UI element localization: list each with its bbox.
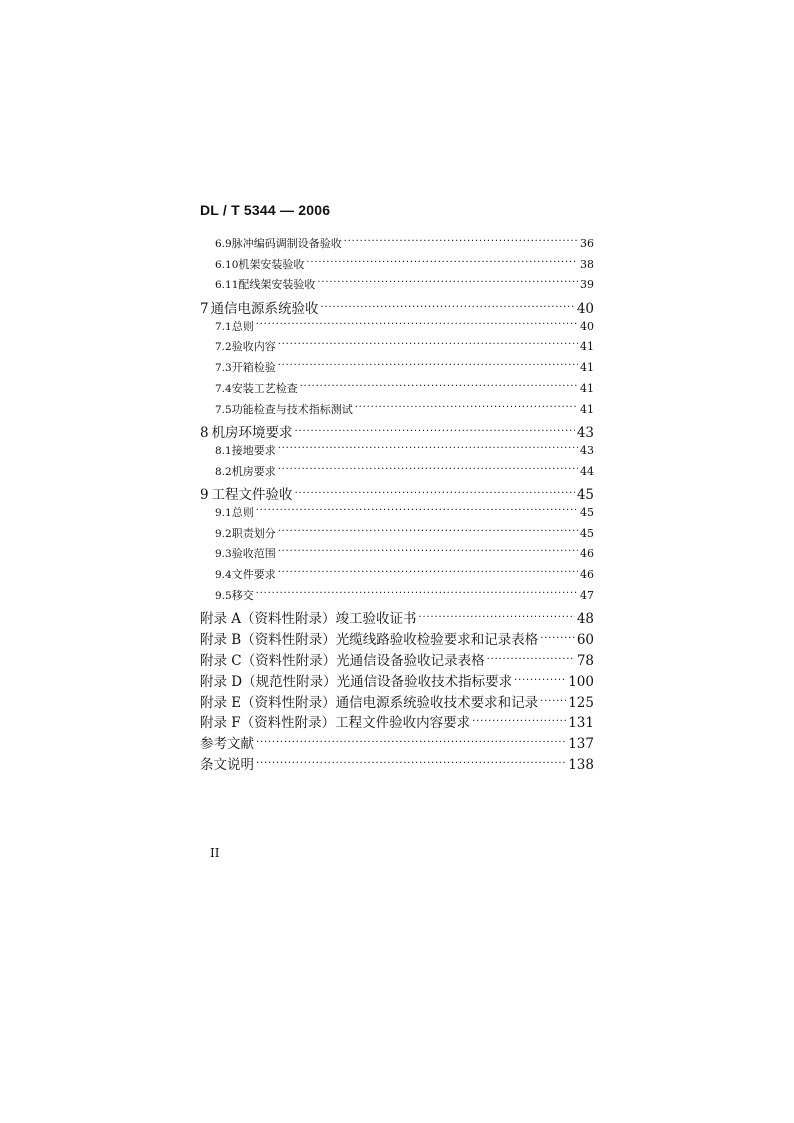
toc-entry-page: 41 [580, 381, 594, 395]
toc-entry-page: 45 [580, 505, 594, 519]
appendix-label: 附录 A（资料性附录） [200, 611, 336, 628]
toc-dot-leader [487, 654, 575, 665]
toc-entry-page: 38 [580, 257, 594, 271]
toc-entry-number: 6.9 [215, 238, 232, 250]
toc-dot-leader [317, 277, 578, 288]
appendix-title: 光通信设备验收技术指标要求 [336, 673, 513, 690]
toc-entry-title: 工程文件验收 [211, 487, 293, 504]
toc-entry-7-3[interactable] [200, 359, 594, 380]
toc-entry-number: 7.4 [215, 382, 232, 395]
toc-entry-7-2[interactable] [200, 338, 594, 359]
toc-dot-leader [278, 546, 578, 557]
toc-entry-9-4[interactable] [200, 566, 594, 587]
toc-dot-leader [256, 758, 566, 769]
toc-dot-leader [355, 402, 578, 413]
toc-entry-page: 36 [580, 237, 594, 250]
toc-entry-title: 通信电源系统验收 [210, 301, 319, 318]
toc-entry-9-3[interactable] [200, 545, 594, 566]
toc-entry-title: 安装工艺检查 [231, 381, 298, 395]
toc-entry-number: 9.2 [215, 527, 232, 540]
toc-entry-title: 脉冲编码调制设备验收 [231, 237, 342, 250]
appendix-page: 48 [576, 611, 594, 628]
toc-dot-leader [256, 588, 578, 599]
toc-entry-title: 总则 [231, 319, 254, 333]
toc-dot-leader [295, 426, 575, 437]
toc-entry-title: 文件要求 [231, 568, 276, 581]
toc-entry-page: 43 [576, 425, 594, 442]
toc-dot-leader [278, 339, 578, 350]
toc-appendix-b[interactable] [200, 628, 594, 649]
toc-entry-title: 总则 [231, 505, 254, 519]
toc-entry-7-1[interactable] [200, 318, 594, 339]
toc-dot-leader [278, 464, 578, 475]
toc-dot-leader [344, 236, 578, 247]
appendix-title: 光缆线路验收检验要求和记录表格 [335, 632, 539, 649]
toc-entry-7-4[interactable] [200, 380, 594, 401]
references-page: 137 [568, 736, 594, 753]
toc-dot-leader [256, 505, 578, 516]
toc-entry-9[interactable] [200, 483, 594, 504]
toc-appendix-a[interactable] [200, 607, 594, 628]
toc-entry-page: 45 [576, 487, 594, 504]
toc-appendix-e[interactable] [200, 691, 594, 712]
appendix-label: 附录 D（规范性附录） [200, 673, 337, 690]
toc-dot-leader [278, 526, 578, 537]
toc-dot-leader [306, 257, 578, 268]
toc-dot-leader [256, 319, 578, 330]
toc-entry-number: 7.5 [215, 403, 232, 416]
toc-dot-leader [278, 360, 578, 371]
toc-entry-page: 43 [580, 443, 594, 457]
toc-entry-title: 接地要求 [231, 443, 276, 457]
toc-dot-leader [295, 488, 575, 499]
toc-entry-number: 7.3 [215, 362, 232, 375]
appendix-page: 60 [576, 632, 594, 649]
toc-entry-page: 41 [580, 340, 594, 354]
toc-entry-number: 9.5 [215, 589, 232, 602]
toc-entry-page: 47 [580, 588, 594, 602]
appendix-page: 100 [568, 673, 594, 690]
toc-entry-number: 9.1 [215, 506, 232, 519]
toc-dot-leader [256, 737, 566, 748]
toc-entry-number: 8.2 [215, 465, 232, 478]
toc-entry-number: 9.3 [215, 548, 232, 561]
toc-entry-title: 功能检查与技术指标测试 [231, 402, 353, 416]
toc-entry-number: 8.1 [215, 444, 232, 457]
toc-entry-8-2[interactable] [200, 463, 594, 484]
toc-entry-number: 8 [200, 425, 209, 442]
toc-entry-6-10[interactable] [200, 256, 594, 277]
toc-entry-page: 39 [580, 278, 594, 292]
appendix-page: 125 [568, 694, 594, 711]
toc-entry-9-1[interactable] [200, 504, 594, 525]
toc-clause-explanation[interactable] [200, 753, 594, 774]
toc-entry-page: 46 [580, 547, 594, 561]
toc-appendix-d[interactable] [200, 670, 594, 691]
toc-entry-title: 移交 [231, 588, 254, 602]
toc-entry-page: 40 [576, 301, 594, 318]
toc-entry-title: 验收范围 [231, 547, 276, 561]
toc-dot-leader [540, 696, 566, 707]
toc-entry-6-9[interactable] [200, 235, 594, 256]
toc-dot-leader [472, 716, 566, 727]
toc-entry-8[interactable] [200, 421, 594, 442]
toc-entry-number: 7 [200, 301, 209, 318]
toc-entry-6-11[interactable] [200, 276, 594, 297]
toc-entry-title: 职责划分 [231, 526, 276, 540]
toc-entry-page: 44 [580, 464, 594, 478]
toc-entry-7-5[interactable] [200, 401, 594, 422]
toc-dot-leader [278, 567, 578, 578]
toc-dot-leader [320, 302, 574, 313]
appendix-page: 131 [568, 715, 594, 732]
toc-entry-page: 41 [580, 361, 594, 375]
toc-entry-number: 9.4 [215, 569, 232, 581]
toc-entry-9-5[interactable] [200, 587, 594, 608]
toc-dot-leader [540, 633, 575, 644]
toc-entry-number: 7.2 [215, 341, 232, 354]
toc-entry-title: 机房环境要求 [211, 425, 293, 442]
toc-dot-leader [514, 675, 566, 686]
toc-entry-page: 46 [580, 568, 594, 581]
toc-entry-title: 配线架安装验收 [238, 278, 316, 292]
appendix-title: 通信电源系统验收技术要求和记录 [335, 694, 539, 711]
toc-entry-title: 机架安装验收 [238, 257, 305, 271]
toc-dot-leader [419, 612, 575, 623]
references-title: 参考文献 [200, 736, 254, 753]
toc-entry-title: 验收内容 [231, 340, 276, 354]
toc-entry-7[interactable] [200, 297, 594, 318]
toc-entry-page: 41 [580, 402, 594, 416]
toc-entry-page: 45 [580, 526, 594, 540]
toc-entry-number: 7.1 [215, 320, 232, 333]
toc-entry-number: 9 [200, 487, 209, 504]
clause-explanation-title: 条文说明 [200, 756, 254, 773]
toc-entry-number: 6.11 [215, 279, 239, 292]
toc-references[interactable] [200, 732, 594, 753]
toc-entry-title: 机房要求 [231, 464, 276, 478]
appendix-label: 附录 F（资料性附录） [200, 715, 336, 732]
toc-entry-9-2[interactable] [200, 525, 594, 546]
toc-entry-page: 40 [580, 319, 594, 333]
toc-dot-leader [278, 443, 578, 454]
toc-entry-8-1[interactable] [200, 442, 594, 463]
appendix-label: 附录 C（资料性附录） [200, 652, 337, 669]
appendix-title: 光通信设备验收记录表格 [336, 652, 485, 669]
clause-explanation-page: 138 [568, 756, 594, 773]
toc-entry-number: 6.10 [215, 258, 239, 271]
appendix-title: 工程文件验收内容要求 [335, 715, 471, 732]
toc-appendix-c[interactable] [200, 649, 594, 670]
toc-dot-leader [300, 381, 578, 392]
table-of-contents [200, 235, 594, 774]
toc-appendix-f[interactable] [200, 711, 594, 732]
appendix-title: 竣工验收证书 [335, 611, 417, 628]
appendix-label: 附录 B（资料性附录） [200, 632, 336, 649]
appendix-label: 附录 E（资料性附录） [200, 694, 336, 711]
toc-entry-title: 开箱检验 [231, 361, 276, 375]
document-code-header: DL / T 5344 — 2006 [200, 202, 331, 218]
appendix-page: 78 [576, 652, 594, 669]
page-number: II [210, 846, 220, 860]
